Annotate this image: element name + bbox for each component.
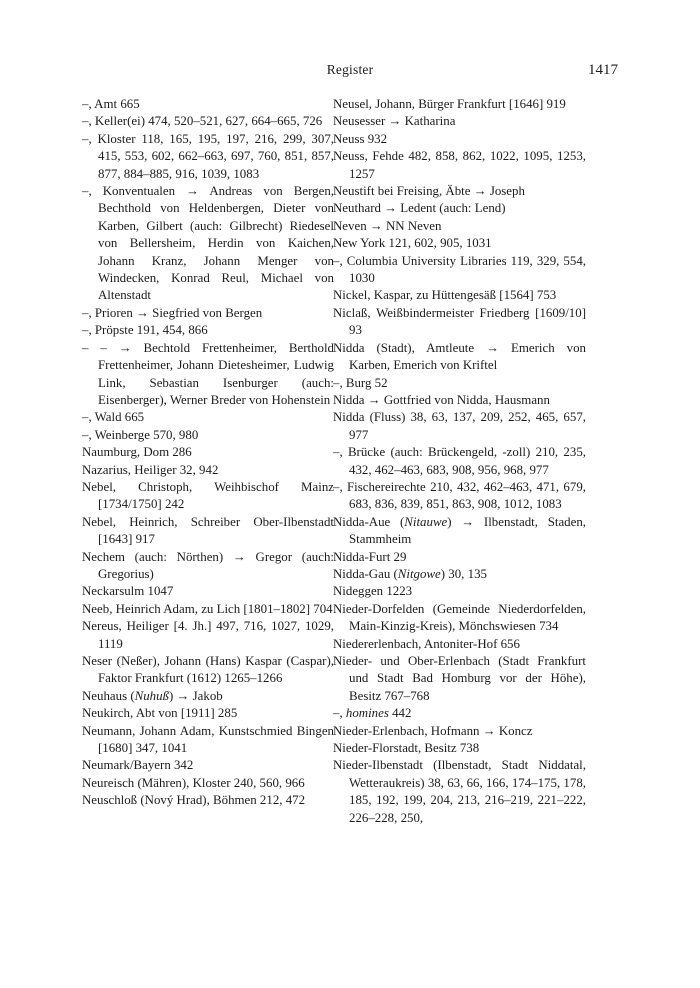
index-entry: Neureisch (Mähren), Kloster 240, 560, 966	[82, 775, 305, 790]
index-column-right	[333, 96, 586, 827]
index-entry: Nieder-Dorfelden (Gemeinde Niederdorfelden, Main-Kinzig-Kreis), Mönchswiesen 734	[333, 601, 586, 634]
index-entry: Neusesser → Katharina	[333, 114, 456, 129]
index-entry: –, Prioren → Siegfried von Bergen	[82, 305, 263, 320]
index-entry: –, Wald 665	[82, 410, 145, 425]
index-entry: –, Columbia University Libraries 119, 329, 554, 1030	[333, 253, 586, 286]
index-entry: Nieder-Erlenbach, Hofmann → Koncz	[333, 723, 533, 738]
index-entry: –, Fischereirechte 210, 432, 462–463, 471, 679, 683, 836, 839, 851, 863, 908, 1012, 1083	[333, 479, 586, 512]
index-entry: –, Amt 665	[82, 97, 140, 111]
index-entry: Nidda (Fluss) 38, 63, 137, 209, 252, 465, 657, 977	[333, 410, 586, 442]
index-entry: Nidda-Aue (Nitauwe) → Ilbenstadt, Staden, Stammheim	[333, 514, 586, 547]
index-entry: –, Pröpste 191, 454, 866	[82, 323, 208, 338]
index-entry: Nazarius, Heiliger 32, 942	[82, 462, 219, 477]
index-entry: Nebel, Christoph, Weihbischof Mainz [1734/1750] 242	[82, 479, 334, 512]
index-entry: Neuss 932	[333, 131, 388, 146]
index-entry: Neusel, Johann, Bürger Frankfurt [1646] 919	[333, 97, 566, 111]
index-entry: Neumann, Johann Adam, Kunstschmied Bingen [1680] 347, 1041	[82, 723, 334, 756]
running-header	[82, 62, 618, 82]
index-entry: Neckarsulm 1047	[82, 584, 174, 599]
index-entry: Nieder- und Ober-Erlenbach (Stadt Frankfurt und Stadt Bad Homburg vor der Höhe), Besitz 767–768	[333, 654, 586, 703]
index-entry: –, Burg 52	[333, 375, 388, 390]
index-entry: Neuhaus (Nuhuß) → Jakob	[82, 688, 223, 703]
index-entry: –, Weinberge 570, 980	[82, 427, 199, 442]
index-entry: –, Konventualen → Andreas von Bergen, Bechthold von Heldenbergen, Dieter von Karben, Gilbert (auch: Gilbrecht) Riedesel von Bellersheim, Herdin von Kaichen, Johann Kranz, Johann Menger von Windecken, Konrad Reul, Michael von Altenstadt	[82, 184, 334, 303]
index-entry: Neuschloß (Nový Hrad), Böhmen 212, 472	[82, 793, 306, 808]
index-entry: Nidda (Stadt), Amtleute → Emerich von Karben, Emerich von Kriftel	[333, 340, 586, 373]
index-entry: Nieder-Ilbenstadt (Ilbenstadt, Stadt Niddatal, Wetteraukreis) 38, 63, 66, 166, 174–175, 178, 185, 192, 199, 204, 213, 216–219, 221–222, 226–228, 250,	[333, 758, 586, 825]
page-number: 1417	[588, 62, 618, 78]
index-entry: Nidda-Gau (Nitgowe) 30, 135	[333, 566, 487, 581]
index-entry: Neven → NN Neven	[333, 218, 442, 233]
index-entry: Nidda → Gottfried von Nidda, Hausmann	[333, 392, 550, 407]
index-entry: New York 121, 602, 905, 1031	[333, 236, 492, 251]
header-title: Register	[326, 62, 374, 77]
index-entry: Neumark/Bayern 342	[82, 758, 194, 773]
index-entry: Naumburg, Dom 286	[82, 445, 192, 460]
index-entry: Niedererlenbach, Antoniter-Hof 656	[333, 636, 520, 651]
index-entry: –, Brücke (auch: Brückengeld, -zoll) 210, 235, 432, 462–463, 683, 908, 956, 968, 977	[333, 445, 586, 477]
index-entry: –, Keller(ei) 474, 520–521, 627, 664–665, 726	[82, 114, 323, 129]
index-entry: Neustift bei Freising, Äbte → Joseph	[333, 184, 525, 199]
index-entry: Neuss, Fehde 482, 858, 862, 1022, 1095, 1253, 1257	[333, 149, 586, 181]
index-entry: Neser (Neßer), Johann (Hans) Kaspar (Caspar), Faktor Frankfurt (1612) 1265–1266	[82, 654, 334, 686]
index-entry: –, homines 442	[333, 706, 412, 721]
index-entry: Nechem (auch: Nörthen) → Gregor (auch: Gregorius)	[82, 549, 334, 581]
index-entry: Nidda-Furt 29	[333, 549, 407, 564]
index-entry: Nereus, Heiliger [4. Jh.] 497, 716, 1027, 1029, 1119	[82, 619, 334, 651]
index-column-left	[82, 96, 334, 810]
index-entry: Neukirch, Abt von [1911] 285	[82, 706, 238, 721]
index-entry: Nebel, Heinrich, Schreiber Ober-Ilbenstadt [1643] 917	[82, 514, 334, 547]
index-entry: – – → Bechtold Frettenheimer, Berthold Frettenheimer, Johann Dietesheimer, Ludwig Link, Sebastian Isenburger (auch: Eisenberger), Werner Breder von Hohenstein	[82, 340, 334, 407]
index-entry: Neeb, Heinrich Adam, zu Lich [1801–1802] 704	[82, 601, 333, 616]
index-entry: Nieder-Florstadt, Besitz 738	[333, 741, 480, 756]
index-entry: Nickel, Kaspar, zu Hüttengesäß [1564] 753	[333, 288, 557, 303]
index-entry: Neuthard → Ledent (auch: Lend)	[333, 201, 506, 216]
index-entry: –, Kloster 118, 165, 195, 197, 216, 299, 307, 415, 553, 602, 662–663, 697, 760, 851, 857, 877, 884–885, 916, 1039, 1083	[82, 131, 334, 181]
index-entry: Niclaß, Weißbindermeister Friedberg [1609/10] 93	[333, 305, 586, 338]
index-entry: Nideggen 1223	[333, 584, 413, 599]
